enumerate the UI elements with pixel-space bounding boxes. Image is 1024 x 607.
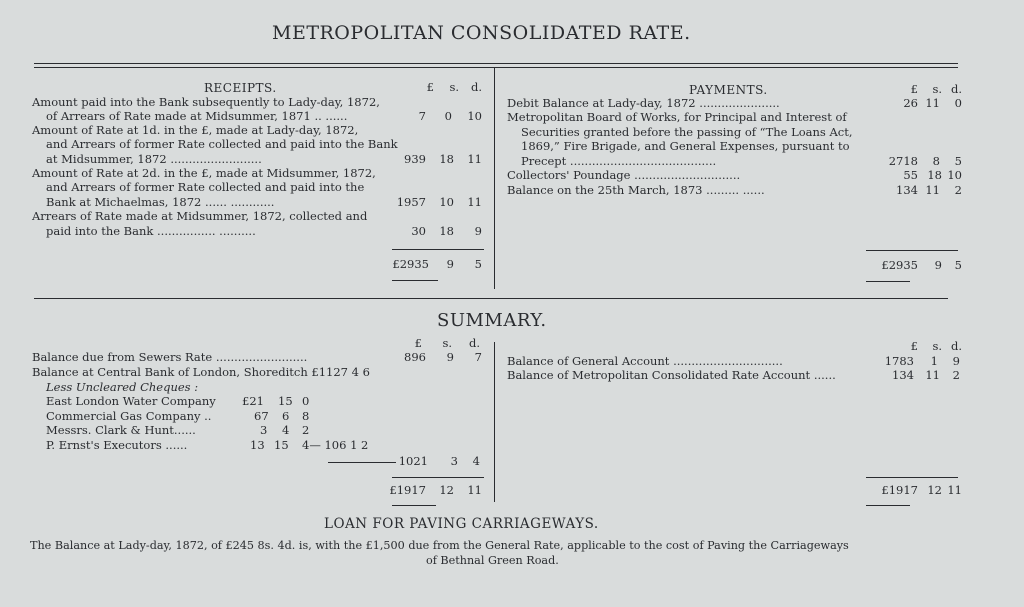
summary-right-total-rule [866,477,958,478]
summary-less-label: Less Uncleared Cheques : [46,380,199,394]
payments-total-underline [866,281,910,282]
subtotal-rule [328,462,396,463]
loan-text-line2: of Bethnal Green Road. [426,554,559,567]
loan-heading: LOAN FOR PAVING CARRIAGEWAYS. [324,516,599,532]
summary-heading: SUMMARY. [437,310,547,331]
summary-left-total-underline [392,505,436,506]
page-title: METROPOLITAN CONSOLIDATED RATE. [272,22,691,44]
receipts-total-underline [392,280,438,281]
top-rule-2 [34,67,958,68]
summary-divider [494,342,495,502]
col-pence: d. [470,80,482,94]
payments-heading: PAYMENTS. [689,83,768,97]
payments-total-rule [866,250,958,251]
loan-text-line1: The Balance at Lady-day, 1872, of £245 8s. 4d. is, with the £1,500 due from the General Rate, applicable to the cost of Paving the Carriageways [30,539,849,552]
top-rule [34,63,958,64]
summary-left-total-rule [392,477,484,478]
receipts-total-rule [392,249,484,250]
receipts-heading: RECEIPTS. [204,81,277,95]
summary-right-total-underline [866,505,910,506]
col-shillings: s. [449,80,459,94]
mid-rule [34,298,948,299]
column-divider [494,67,495,289]
col-pounds: £ [426,80,434,94]
